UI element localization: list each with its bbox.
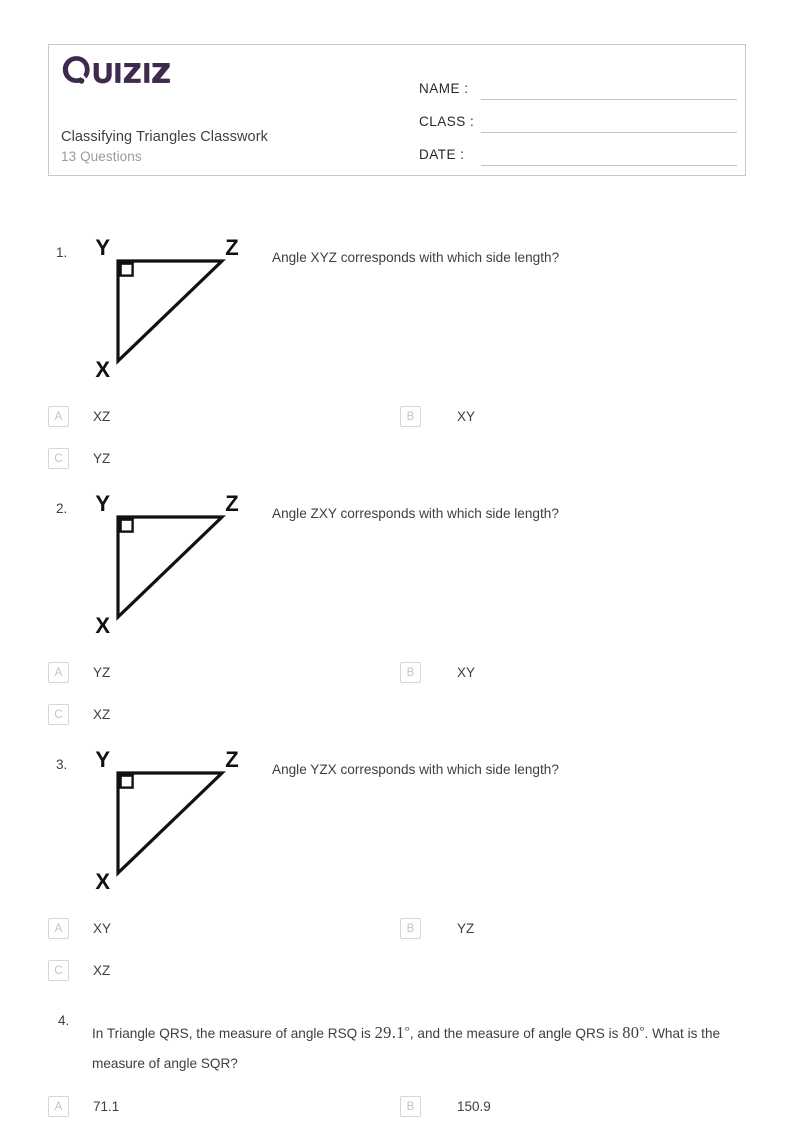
right-triangle-diagram xyxy=(92,239,252,379)
option-c[interactable] xyxy=(48,960,110,981)
option-a-badge: A xyxy=(48,1096,69,1117)
option-c-label: XZ xyxy=(93,963,111,978)
option-c-badge: C xyxy=(48,960,69,981)
option-c-badge: C xyxy=(48,448,69,469)
option-a[interactable] xyxy=(48,918,111,939)
vertex-label-Z: Z xyxy=(225,751,239,772)
option-c[interactable] xyxy=(48,704,110,725)
question-4-degree1: ° xyxy=(404,1023,410,1038)
option-b[interactable] xyxy=(400,662,475,683)
right-triangle-diagram xyxy=(92,495,252,635)
name-input[interactable] xyxy=(481,78,737,100)
vertex-label-Y: Y xyxy=(95,751,110,772)
question-1-text: Angle XYZ corresponds with which side length? xyxy=(272,250,560,265)
option-a[interactable] xyxy=(48,406,110,427)
date-input[interactable] xyxy=(481,144,737,166)
date-field-label: DATE : xyxy=(419,147,465,162)
class-field-label: CLASS : xyxy=(419,114,475,129)
option-b[interactable] xyxy=(400,406,475,427)
question-4-degree2: ° xyxy=(639,1023,645,1038)
option-a-badge: A xyxy=(48,918,69,939)
quizizz-logo xyxy=(61,55,178,85)
option-b-label: YZ xyxy=(457,921,475,936)
option-a-label: YZ xyxy=(93,665,111,680)
question-2-figure xyxy=(92,495,252,635)
question-1-number: 1. xyxy=(56,245,68,260)
option-b[interactable] xyxy=(400,1096,491,1117)
name-field-label: NAME : xyxy=(419,81,469,96)
right-triangle-diagram xyxy=(92,751,252,891)
question-3-text: Angle YZX corresponds with which side length? xyxy=(272,762,559,777)
option-b-label: 150.9 xyxy=(457,1099,491,1114)
option-c[interactable] xyxy=(48,448,110,469)
worksheet-title: Classifying Triangles Classwork xyxy=(61,129,268,145)
date-field-row xyxy=(419,133,737,166)
name-field-row xyxy=(419,67,737,100)
student-info-fields xyxy=(419,67,737,166)
question-count: 13 Questions xyxy=(61,149,142,164)
vertex-label-X: X xyxy=(95,869,110,891)
class-field-row xyxy=(419,100,737,133)
question-4-text xyxy=(92,1016,742,1078)
option-b-badge: B xyxy=(400,662,421,683)
option-b-badge: B xyxy=(400,918,421,939)
question-4-text-part1: In Triangle QRS, the measure of angle RSQ is xyxy=(92,1026,375,1041)
question-4-value1: 29.1 xyxy=(374,1023,405,1042)
option-a-label: XZ xyxy=(93,409,111,424)
question-4-number: 4. xyxy=(58,1013,70,1028)
question-3-figure xyxy=(92,751,252,891)
option-b-label: XY xyxy=(457,409,476,424)
option-a[interactable] xyxy=(48,1096,119,1117)
question-2-number: 2. xyxy=(56,501,68,516)
question-2-text: Angle ZXY corresponds with which side length? xyxy=(272,506,559,521)
option-a[interactable] xyxy=(48,662,110,683)
option-b-badge: B xyxy=(400,406,421,427)
question-1-figure xyxy=(92,239,252,379)
question-4-text-part2: , and the measure of angle QRS is xyxy=(409,1026,619,1041)
vertex-label-Z: Z xyxy=(225,239,239,260)
question-4-value2: 80 xyxy=(622,1023,640,1042)
vertex-label-Y: Y xyxy=(95,495,110,516)
option-a-badge: A xyxy=(48,406,69,427)
header-brand-block xyxy=(61,55,411,85)
option-c-badge: C xyxy=(48,704,69,725)
option-c-label: YZ xyxy=(93,451,111,466)
worksheet-header xyxy=(48,44,746,176)
option-b-label: XY xyxy=(457,665,476,680)
option-a-badge: A xyxy=(48,662,69,683)
option-c-label: XZ xyxy=(93,707,111,722)
vertex-label-X: X xyxy=(95,613,110,635)
vertex-label-Z: Z xyxy=(225,495,239,516)
option-b-badge: B xyxy=(400,1096,421,1117)
option-a-label: XY xyxy=(93,921,112,936)
option-b[interactable] xyxy=(400,918,474,939)
class-input[interactable] xyxy=(481,111,737,133)
vertex-label-X: X xyxy=(95,357,110,379)
option-a-label: 71.1 xyxy=(93,1099,120,1114)
question-4-text-part3: . What is the measure of angle SQR? xyxy=(92,1026,721,1071)
vertex-label-Y: Y xyxy=(95,239,110,260)
question-3-number: 3. xyxy=(56,757,68,772)
